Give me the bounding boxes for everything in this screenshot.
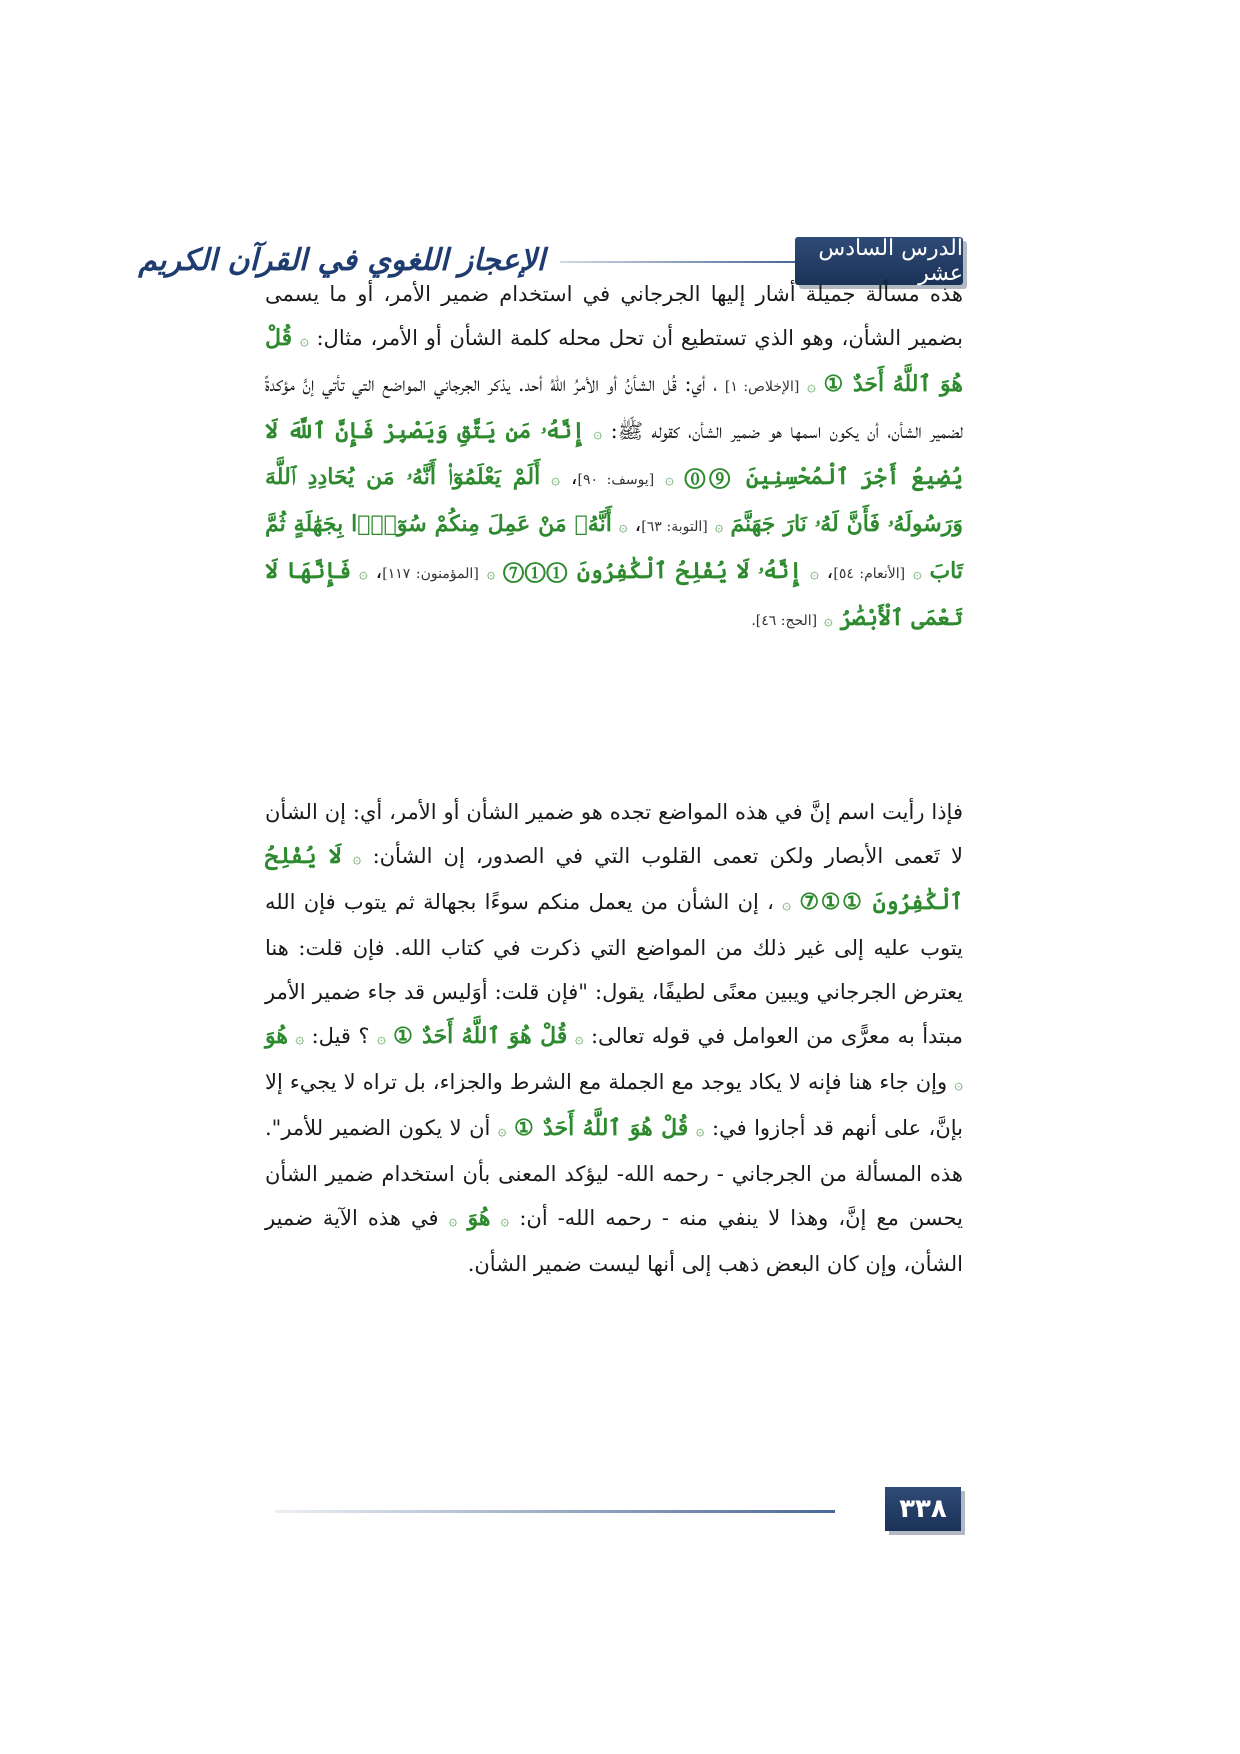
text-line: ضمير الشأن، كقوله ﷺ: — [610, 419, 761, 443]
header-rule — [560, 261, 795, 263]
text-line: أن لا — [449, 1116, 491, 1140]
text-line: لا يجيء إلا بإنَّ، على أنهم قد أجازوا في: — [265, 1070, 963, 1140]
ornament-icon: ۞ — [912, 564, 922, 582]
verse-reference: [المؤمنون: ١١٧] — [382, 566, 479, 582]
quran-verse: أَنَّهُۥ مَنْ عَمِلَ مِنكُمْ سُوٓءًۢا بِجَهَٰلَةٍ ثُمَّ تَابَ — [265, 511, 963, 584]
quran-verse: إِنَّهُۥ مَن يَتَّقِ وَيَصْبِرْ فَإِنَّ ٱللَّهَ لَا يُضِيعُ أَجْرَ ٱلْمُحْسِنِينَ ⑨⓪ — [265, 418, 963, 490]
footer-rule — [275, 1510, 835, 1513]
quran-verse: إِنَّهُۥ لَا يُفْلِحُ ٱلْكَٰفِرُونَ ①①⑦ — [503, 558, 803, 584]
ornament-icon: ۞ — [823, 611, 833, 629]
page-number: ٣٣٨ — [885, 1487, 961, 1531]
ornament-icon: ۞ — [486, 564, 496, 582]
ornament-icon: ۞ — [295, 1029, 305, 1047]
text-line: عليه إلى غير ذلك من المواضع التي ذكرت في كتاب الله. فإن قلت: هنا يعترض — [265, 936, 963, 1004]
text-line: الجرجاني ويبين معنًى لطيفًا، يقول: "فإن قلت: أوَليس قد جاء ضمير الأمر — [265, 980, 897, 1004]
text-line: لا تَعمى الأبصار ولكن تعمى القلوب التي في الصدور، إن الشأن: — [372, 844, 963, 868]
verse-reference: [الحج: ٤٦]. — [751, 613, 818, 629]
text-line: ؟ قيل: — [311, 1024, 370, 1048]
quran-verse: قُلْ هُوَ ٱللَّهُ أَحَدٌ ① — [514, 1115, 689, 1141]
quran-verse: لَا يُفْلِحُ ٱلْكَٰفِرُونَ ①①⑦ — [265, 843, 963, 915]
ornament-icon: ۞ — [574, 1029, 584, 1047]
text-line: بضمير الشأن، وهو الذي تستطيع أن تحل محله كلمة الشأن أو الأمر، مثال: — [316, 326, 963, 350]
ornament-icon: ۞ — [714, 517, 724, 535]
lesson-label: الدرس السادس عشر — [818, 236, 963, 286]
text-line: ، أي: قُل الشأنُ أو الأمرُ اللهُ أحد. — [517, 372, 718, 396]
quran-verse: أَلَمْ يَعْلَمُوٓا۟ أَنَّهُۥ مَن يُحَادِدِ ٱللَّهَ وَرَسُولَهُۥ فَأَنَّ لَهُۥ نَارَ جَهَنَّمَ — [265, 464, 963, 537]
text-line: وإن جاء هنا فإنه لا يكاد يوجد مع الجملة مع الشرط والجزاء، بل تراه — [362, 1070, 948, 1094]
ornament-icon: ۞ — [593, 424, 603, 442]
text-line: في هذه الآية ضمير الشأن، وإن كان البعض ذهب إلى أنها ليست — [265, 1206, 963, 1276]
ornament-icon: ۞ — [954, 1075, 963, 1093]
text-line: هذه مسألة جميلة أشار إليها الجرجاني في استخدام ضمير الأمر، أو ما يسمى — [265, 282, 963, 306]
verse-reference: [التوبة: ٦٣] — [641, 519, 708, 535]
ornament-icon: ۞ — [695, 1121, 705, 1139]
ornament-icon: ۞ — [358, 564, 368, 582]
ornament-icon: ۞ — [299, 331, 309, 349]
ornament-icon: ۞ — [618, 517, 628, 535]
verse-reference: [الأنعام: ٥٤] — [833, 566, 906, 582]
text-line: فإذا رأيت اسم إنَّ في هذه المواضع تجده هو ضمير الشأن أو الأمر، أي: إن الشأن — [265, 800, 963, 824]
paragraph-1: هذه مسألة جميلة أشار إليها الجرجاني في استخدام ضمير الأمر، أو ما يسمى بضمير الشأن، وهو الذي تستطيع أن تحل محله كلمة الشأن أو الأمر، مثال: ۞ قُلْ هُوَ ٱللَّهُ أَحَدٌ ① ۞ [الإخلاص: ١] ، أي: قُل الشأنُ أو الأمرُ اللهُ أحد. يذكر الجرجاني المواضع التي تأتي إنَّ مؤكدةً لضمير الشأن، أن يكون اسمها هو ضمير الشأن، كقوله ﷺ: ۞ إِنَّهُۥ مَن يَتَّقِ وَيَصْبِرْ فَإِنَّ ٱللَّهَ لَا يُضِيعُ أَجْرَ ٱلْمُحْسِنِينَ ⑨⓪ ۞ [يوسف: ٩٠]، ۞ أَلَمْ يَعْلَمُوٓا۟ أَنَّهُۥ مَن يُحَادِدِ ٱللَّهَ وَرَسُولَهُۥ فَأَنَّ لَهُۥ نَارَ جَهَنَّمَ ۞ [التوبة: ٦٣]، ۞ أَنَّهُۥ مَنْ عَمِلَ مِنكُمْ سُوٓءًۢا بِجَهَٰلَةٍ ثُمَّ تَابَ ۞ [الأنعام: ٥٤]، ۞ إِنَّهُۥ لَا يُفْلِحُ ٱلْكَٰفِرُونَ ①①⑦ ۞ [المؤمنون: ١١٧]، ۞ فَإِنَّهَا لَا تَعْمَى ٱلْأَبْصَٰرُ ۞ [الحج: ٤٦]. — [265, 282, 963, 631]
text-line: يذكر الجرجاني المواضع التي تأتي إنَّ مؤكدةً لضمير الشأن، أن يكون اسمها هو — [265, 372, 963, 443]
ornament-icon: ۞ — [500, 1211, 510, 1229]
ornament-icon: ۞ — [782, 895, 792, 913]
text-line: بأن استخدام ضمير الشأن يحسن مع إنَّ، وهذا لا ينفي منه - رحمه الله- أن: — [265, 1162, 963, 1230]
text-line: ، إن الشأن من يعمل منكم سوءًا بجهالة ثم يتوب فإن الله يتوب — [265, 890, 963, 960]
quran-verse: هُوَ — [467, 1205, 491, 1231]
book-title: الإعجاز اللغوي في القرآن الكريم — [138, 243, 545, 278]
quran-verse: فَإِنَّهَا لَا تَعْمَى ٱلْأَبْصَٰرُ — [265, 558, 963, 631]
quran-verse: قُلْ هُوَ ٱللَّهُ أَحَدٌ ① — [393, 1023, 568, 1049]
ornament-icon: ۞ — [665, 470, 674, 488]
verse-reference: [الإخلاص: ١] — [724, 379, 800, 395]
text-line: يكون الضمير للأمر". هذه المسألة من الجرجاني - رحمه الله- ليؤكد المعنى — [265, 1116, 963, 1186]
quran-verse: قُلْ هُوَ ٱللَّهُ أَحَدٌ ① — [265, 325, 963, 397]
ornament-icon: ۞ — [551, 470, 560, 488]
ornament-icon: ۞ — [352, 849, 362, 867]
paragraph-2 — [265, 790, 963, 1286]
text-line: ضمير الشأن. — [467, 1252, 582, 1276]
ornament-icon: ۞ — [376, 1029, 386, 1047]
ornament-icon: ۞ — [448, 1211, 458, 1229]
ornament-icon: ۞ — [809, 564, 819, 582]
verse-reference: [يوسف: ٩٠] — [577, 472, 655, 488]
ornament-icon: ۞ — [497, 1121, 507, 1139]
text-line: مبتدأ به معرًّى من العوامل في قوله تعالى: — [590, 1024, 963, 1048]
quran-verse: هُوَ — [265, 1023, 288, 1049]
ornament-icon: ۞ — [807, 377, 816, 395]
